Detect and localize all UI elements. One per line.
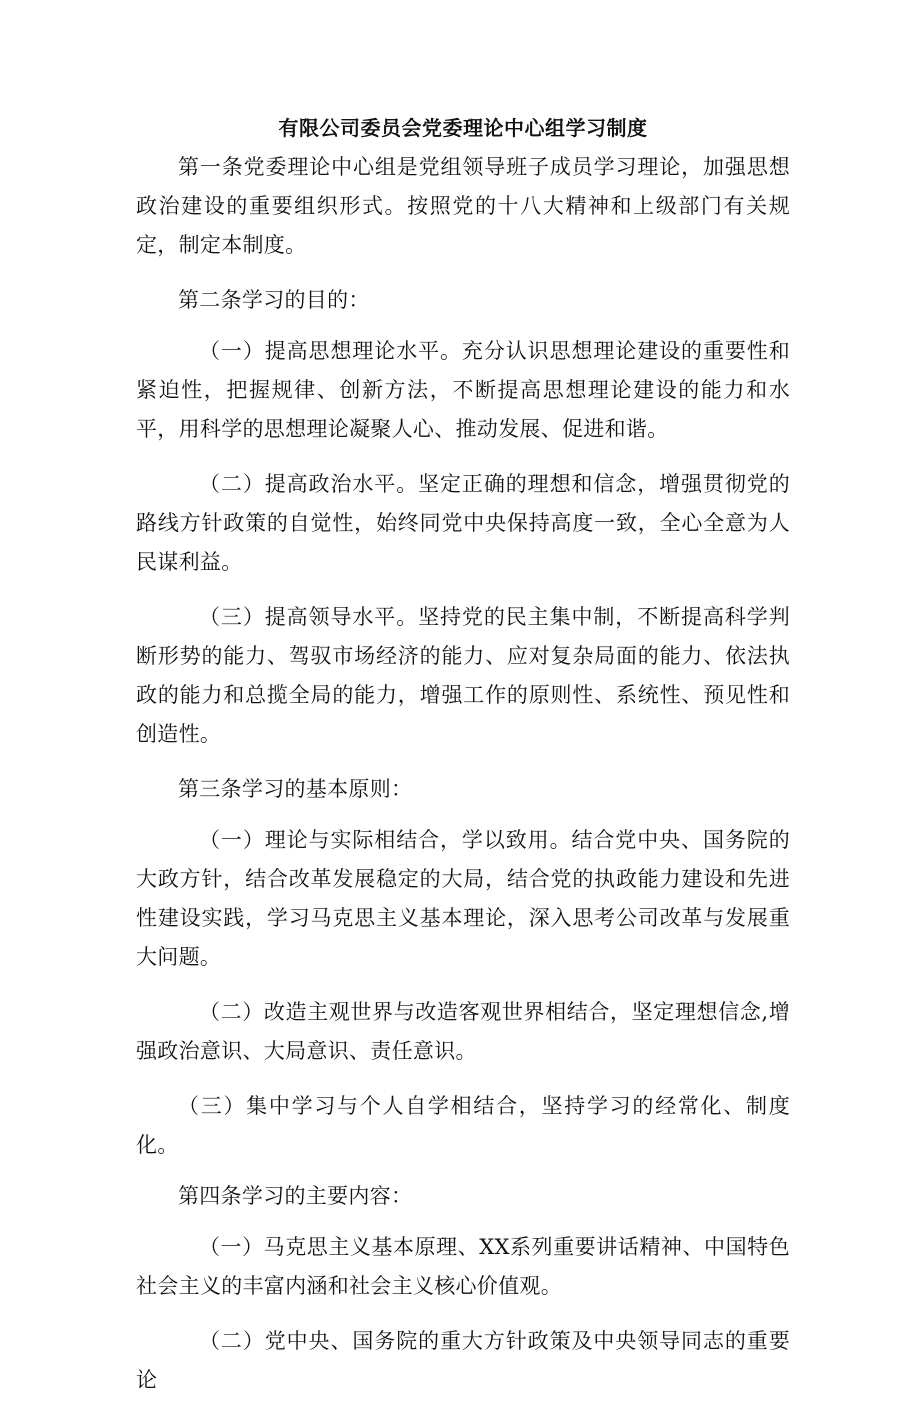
- article-2-item-1: （一）提高思想理论水平。充分认识思想理论建设的重要性和紧迫性，把握规律、创新方法，不断提高思想理论建设的能力和水平，用科学的思想理论凝聚人心、推动发展、促进和谐。: [136, 339, 790, 441]
- article-4-heading: 第四条学习的主要内容：: [178, 1184, 413, 1208]
- article-1-paragraph: 第一条党委理论中心组是党组领导班子成员学习理论，加强思想政治建设的重要组织形式。按照党的十八大精神和上级部门有关规定，制定本制度。: [136, 155, 790, 257]
- article-3-item-3: （三）集中学习与个人自学相结合，坚持学习的经常化、制度化。: [136, 1094, 790, 1157]
- article-4-item-2: （二）党中央、国务院的重大方针政策及中央领导同志的重要论: [136, 1329, 790, 1392]
- article-2-item-3: （三）提高领导水平。坚持党的民主集中制，不断提高科学判断形势的能力、驾驭市场经济的能力、应对复杂局面的能力、依法执政的能力和总揽全局的能力，增强工作的原则性、系统性、预见性和创造性。: [136, 605, 790, 746]
- article-3-heading: 第三条学习的基本原则：: [178, 777, 413, 801]
- article-2-item-2: （二）提高政治水平。坚定正确的理想和信念，增强贯彻党的路线方针政策的自觉性，始终同党中央保持高度一致，全心全意为人民谋利益。: [136, 472, 790, 574]
- document-page: [136, 112, 790, 1416]
- document-title: 有限公司委员会党委理论中心组学习制度: [278, 116, 648, 140]
- article-3-item-2: （二）改造主观世界与改造客观世界相结合，坚定理想信念,增强政治意识、大局意识、责任意识。: [136, 1000, 790, 1063]
- article-2-heading: 第二条学习的目的：: [178, 288, 370, 312]
- article-4-item-1: （一）马克思主义基本原理、XX系列重要讲话精神、中国特色社会主义的丰富内涵和社会主义核心价值观。: [136, 1235, 790, 1298]
- article-3-item-1: （一）理论与实际相结合，学以致用。结合党中央、国务院的大政方针，结合改革发展稳定的大局，结合党的执政能力建设和先进性建设实践，学习马克思主义基本理论，深入思考公司改革与发展重大问题。: [136, 828, 790, 969]
